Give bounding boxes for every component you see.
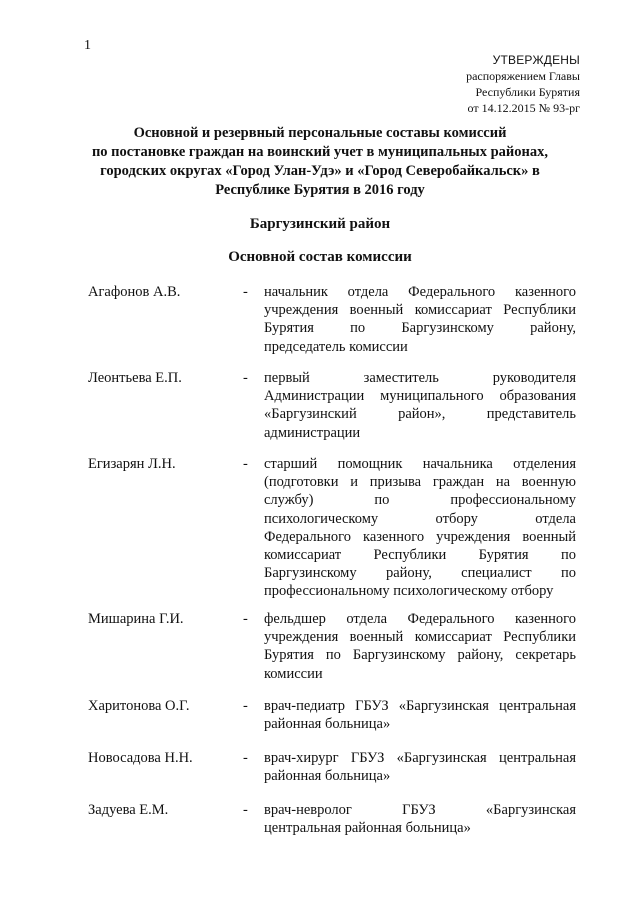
member-role bbox=[264, 749, 576, 785]
member-name: Мишарина Г.И. bbox=[88, 611, 184, 627]
role-line: администрации bbox=[264, 424, 361, 441]
approval-line-3: от 14.12.2015 № 93-рг bbox=[467, 101, 580, 115]
role-line: комиссариат Республики Бурятия по bbox=[264, 546, 576, 563]
role-line: начальник отдела Федерального казенного bbox=[264, 284, 576, 300]
member-dash: - bbox=[243, 750, 248, 766]
member-dash: - bbox=[243, 698, 248, 714]
member-role bbox=[264, 697, 576, 733]
role-line: районная больница» bbox=[264, 768, 391, 785]
role-line: Федерального казенного учреждения военный bbox=[264, 528, 576, 545]
role-line: районная больница» bbox=[264, 716, 391, 733]
member-role bbox=[264, 801, 576, 837]
role-line: председатель комиссии bbox=[264, 338, 408, 355]
role-line: Бурятия по Баргузинскому району, bbox=[264, 320, 576, 337]
member-role bbox=[264, 283, 576, 356]
member-dash: - bbox=[243, 370, 248, 386]
role-line: центральная районная больница» bbox=[264, 820, 471, 837]
approval-stamp bbox=[440, 52, 580, 116]
member-name: Новосадова Н.Н. bbox=[88, 750, 193, 766]
member-name: Агафонов А.В. bbox=[88, 284, 181, 300]
district-heading: Баргузинский район bbox=[249, 216, 391, 232]
member-dash: - bbox=[243, 284, 248, 300]
role-line: комиссии bbox=[264, 665, 323, 682]
member-role bbox=[264, 455, 576, 601]
member-name: Леонтьева Е.П. bbox=[88, 370, 182, 386]
role-line: врач-педиатр ГБУЗ «Баргузинская центральная bbox=[264, 698, 576, 714]
approval-heading: УТВЕРЖДЕНЫ bbox=[492, 53, 580, 67]
member-dash: - bbox=[243, 802, 248, 818]
role-line: фельдшер отдела Федерального казенного bbox=[264, 611, 576, 627]
role-line: врач-невролог ГБУЗ «Баргузинская bbox=[264, 802, 576, 818]
role-line: первый заместитель руководителя bbox=[264, 370, 576, 386]
title-line-3: городских округах «Город Улан-Удэ» и «Город Северобайкальск» в bbox=[100, 163, 540, 179]
section-heading: Основной состав комиссии bbox=[228, 249, 412, 265]
role-line: службу) по профессиональному bbox=[264, 492, 576, 509]
role-line: (подготовки и призыва граждан на военную bbox=[264, 474, 576, 491]
approval-line-1: распоряжением Главы bbox=[466, 69, 580, 83]
member-role bbox=[264, 610, 576, 683]
member-dash: - bbox=[243, 611, 248, 627]
member-role bbox=[264, 369, 576, 442]
approval-line-2: Республики Бурятия bbox=[475, 85, 580, 99]
role-line: Бурятия по Баргузинскому району, секретарь bbox=[264, 647, 576, 664]
title-line-2: по постановке граждан на воинский учет в муниципальных районах, bbox=[91, 144, 549, 160]
role-line: психологическому отбору отдела bbox=[264, 510, 576, 527]
role-line: Администрации муниципального образования bbox=[264, 388, 576, 405]
document-title bbox=[60, 124, 580, 200]
title-line-1: Основной и резервный персональные составы комиссий bbox=[133, 125, 507, 141]
member-name: Задуева Е.М. bbox=[88, 802, 169, 818]
member-name: Егизарян Л.Н. bbox=[88, 456, 176, 472]
title-line-4: Республике Бурятия в 2016 году bbox=[215, 182, 425, 198]
role-line: учреждения военный комиссариат Республики bbox=[264, 629, 576, 646]
role-line: старший помощник начальника отделения bbox=[264, 456, 576, 472]
role-line: Баргузинскому району, специалист по bbox=[264, 565, 576, 582]
role-line: профессиональному психологическому отбору bbox=[264, 583, 554, 600]
member-name: Харитонова О.Г. bbox=[88, 698, 190, 714]
role-line: учреждения военный комиссариат Республики bbox=[264, 302, 576, 319]
page-number: 1 bbox=[84, 38, 91, 53]
member-dash: - bbox=[243, 456, 248, 472]
role-line: врач-хирург ГБУЗ «Баргузинская центральная bbox=[264, 750, 576, 766]
role-line: «Баргузинский район», представитель bbox=[264, 406, 576, 423]
